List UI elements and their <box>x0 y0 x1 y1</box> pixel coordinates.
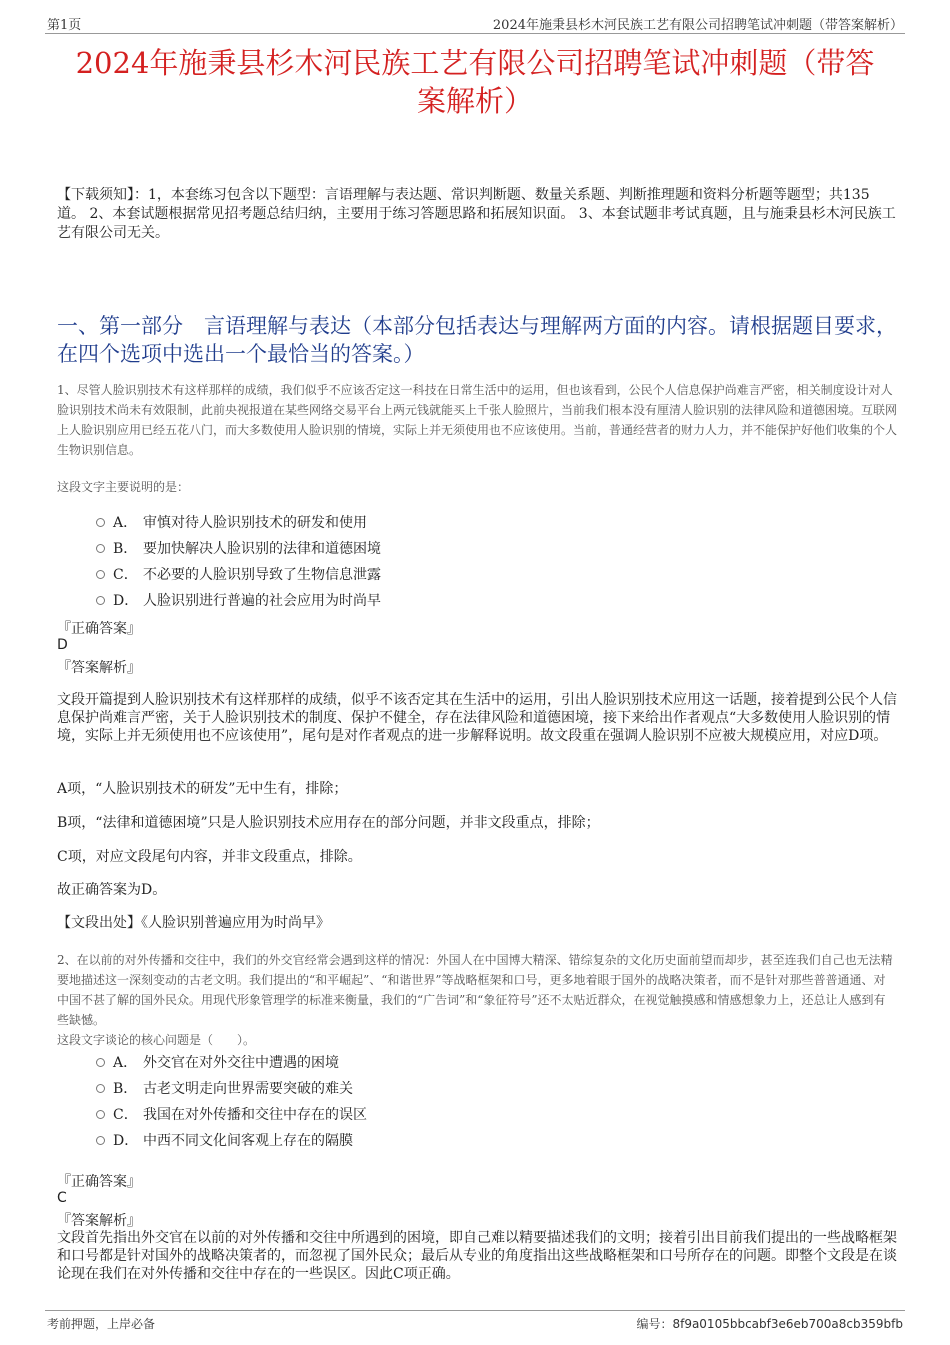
q2-option-a[interactable]: A． 外交官在对外交往中遭遇的困境 <box>96 1052 339 1072</box>
title-line-2: 案解析） <box>416 84 533 118</box>
question-1-stem: 这段文字主要说明的是： <box>57 480 190 494</box>
q1-note-a: A项，“人脸识别技术的研发”无中生有，排除； <box>57 781 348 797</box>
q1-option-d[interactable]: D． 人脸识别进行普遍的社会应用为时尚早 <box>96 590 381 610</box>
page-number: 第1页 <box>47 18 82 33</box>
section-heading: 一、第一部分 言语理解与表达（本部分包括表达与理解两方面的内容。请根据题目要求，在四个选项中选出一个最恰当的答案。） <box>57 314 897 366</box>
radio-icon[interactable] <box>96 570 105 579</box>
radio-icon[interactable] <box>96 1084 105 1093</box>
question-2-text: 2、在以前的对外传播和交往中，我们的外交官经常会遇到这样的情况：外国人在中国博大精深、错综复杂的文化历史面前望而却步，甚至连我们自己也无法精要地描述这一深刻变动的古老文明。我们提出的“和平崛起”、“和谐世界”等战略框架和口号，更多地着眼于国外的战略决策者，而不是针对那些普普通通、对中国不甚了解的国外民众。用现代形象管理学的标准来衡量，我们的“广告词”和“象征符号”还不太贴近群众，在视觉触摸感和情感想象力上，还总让人感到有些缺憾。 <box>57 953 893 1027</box>
q1-source: 【文段出处】《人脸识别普遍应用为时尚早》 <box>57 915 330 931</box>
q1-option-c[interactable]: C． 不必要的人脸识别导致了生物信息泄露 <box>96 564 381 584</box>
q1-option-b[interactable]: B． 要加快解决人脸识别的法律和道德困境 <box>96 538 381 558</box>
header-divider <box>45 33 905 34</box>
radio-icon[interactable] <box>96 518 105 527</box>
q2-option-c[interactable]: C． 我国在对外传播和交往中存在的误区 <box>96 1104 367 1124</box>
running-title: 2024年施秉县杉木河民族工艺有限公司招聘笔试冲刺题（带答案解析） <box>492 18 903 33</box>
q1-note-b: B项，“法律和道德困境”只是人脸识别技术应用存在的部分问题，并非文段重点，排除； <box>57 815 600 831</box>
q1-answer-label: 『正确答案』 <box>57 621 141 637</box>
page-title <box>50 44 900 120</box>
q1-analysis-label: 『答案解析』 <box>57 660 141 676</box>
q1-option-a[interactable]: A． 审慎对待人脸识别技术的研发和使用 <box>96 512 367 532</box>
question-1-text: 1、尽管人脸识别技术有这样那样的成绩，我们似乎不应该否定这一科技在日常生活中的运用，但也该看到，公民个人信息保护尚难言严密，相关制度设计对人脸识别技术尚未有效限制，此前央视报道在某些网络交易平台上两元钱就能买上千张人脸照片，当前我们根本没有厘清人脸识别的法律风险和道德困境。互联网上人脸识别应用已经五花八门，而大多数使用人脸识别的情境，实际上并无须使用也不应该使用。当前，普通经营者的财力人力，并不能保护好他们收集的个人生物识别信息。 <box>57 383 898 457</box>
footer-code <box>636 1315 903 1332</box>
q1-note-c: C项，对应文段尾句内容，并非文段重点，排除。 <box>57 849 362 865</box>
radio-icon[interactable] <box>96 544 105 553</box>
footer-divider <box>45 1310 905 1311</box>
question-2-stem: 这段文字谈论的核心问题是（ ）。 <box>57 1033 256 1047</box>
radio-icon[interactable] <box>96 1110 105 1119</box>
q2-option-b[interactable]: B． 古老文明走向世界需要突破的难关 <box>96 1078 353 1098</box>
q2-answer-label: 『正确答案』 <box>57 1174 141 1190</box>
q2-analysis-label: 『答案解析』 <box>57 1213 141 1229</box>
footer-slogan: 考前押题，上岸必备 <box>47 1317 156 1331</box>
radio-icon[interactable] <box>96 1136 105 1145</box>
footer-code-value: 8f9a0105bbcabf3e6eb700a8cb359bfb <box>672 1317 903 1331</box>
radio-icon[interactable] <box>96 1058 105 1067</box>
q1-answer: D <box>57 637 68 653</box>
title-line-1: 2024年施秉县杉木河民族工艺有限公司招聘笔试冲刺题（带答 <box>75 46 875 80</box>
q2-analysis: 文段首先指出外交官在以前的对外传播和交往中所遇到的困境，即自己难以精要描述我们的文明；接着引出目前我们提出的一些战略框架和口号都是针对国外的战略决策者的，而忽视了国外民众；最后从专业的角度指出这些战略框架和口号所存在的问题。即整个文段是在谈论现在我们在对外传播和交往中存在的一些误区。因此C项正确。 <box>57 1230 897 1282</box>
footer-code-label: 编号： <box>636 1317 673 1331</box>
q1-analysis: 文段开篇提到人脸识别技术有这样那样的成绩，似乎不该否定其在生活中的运用，引出人脸识别技术应用这一话题，接着提到公民个人信息保护尚难言严密，关于人脸识别技术的制度、保护不健全，存在法律风险和道德困境，接下来给出作者观点“大多数使用人脸识别的情境，实际上并无须使用也不应该使用”，尾句是对作者观点的进一步解释说明。故文段重在强调人脸识别不应被大规模应用，对应D项。 <box>57 692 897 744</box>
q1-conclusion: 故正确答案为D。 <box>57 882 167 898</box>
q2-option-d[interactable]: D． 中西不同文化间客观上存在的隔膜 <box>96 1130 353 1150</box>
download-notice: 【下载须知】：1，本套练习包含以下题型：言语理解与表达题、常识判断题、数量关系题、判断推理题和资料分析题等题型；共135道。 2、本套试题根据常见招考题总结归纳，主要用于练习答题思路和拓展知识面。 3、本套试题非考试真题，且与施秉县杉木河民族工艺有限公司无关。 <box>57 187 896 241</box>
q2-answer: C <box>57 1190 67 1206</box>
radio-icon[interactable] <box>96 596 105 605</box>
